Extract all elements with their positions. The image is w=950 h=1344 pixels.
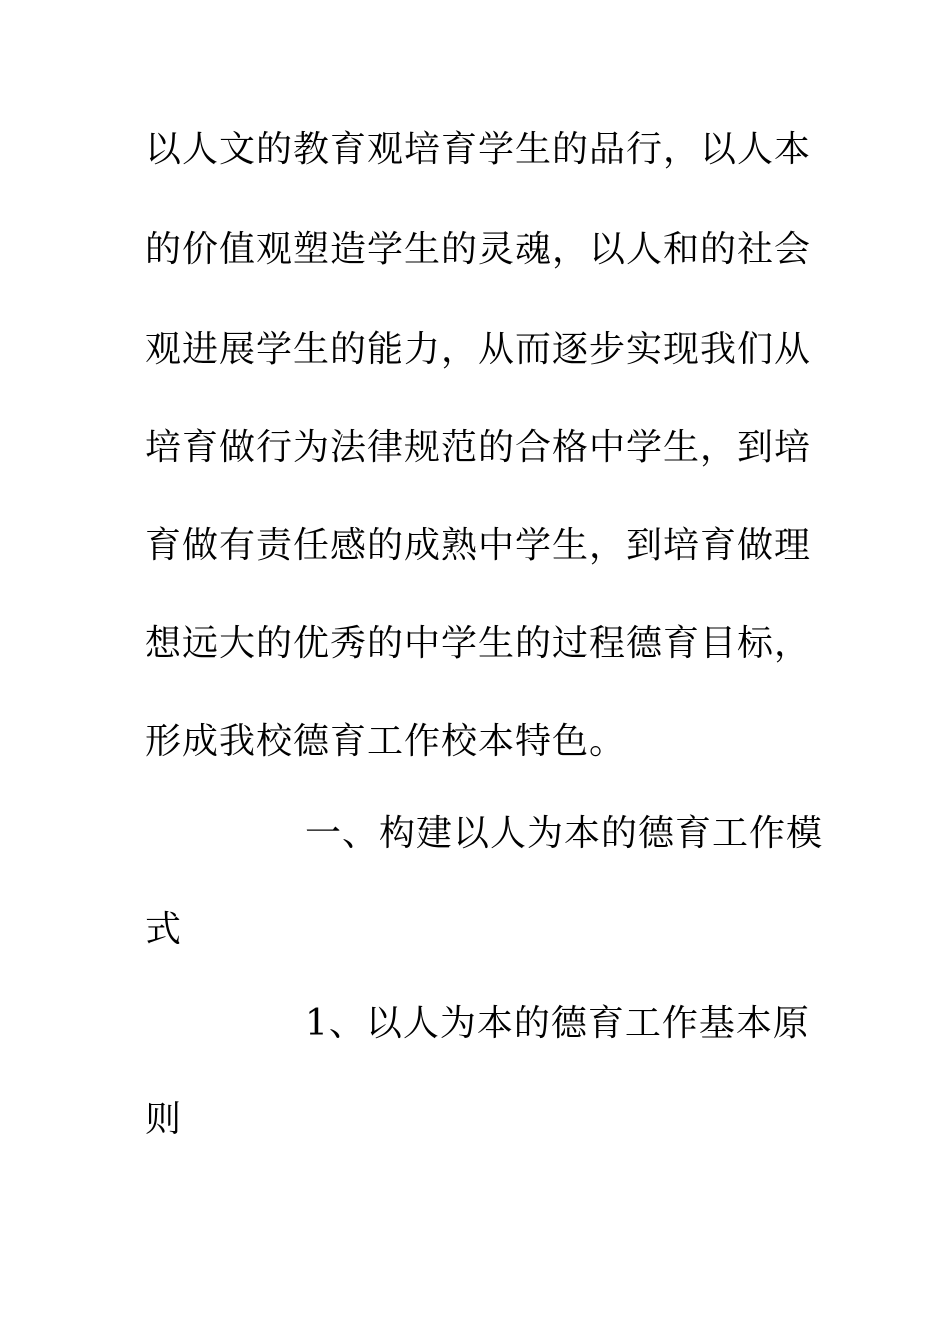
paragraph-line-2: 的价值观塑造学生的灵魂，以人和的社会 (145, 229, 812, 270)
section-heading-line-1: 一、构建以人为本的德育工作模 (305, 813, 824, 854)
paragraph-line-4: 培育做行为法律规范的合格中学生，到培 (145, 427, 812, 468)
paragraph-line-3: 观进展学生的能力，从而逐步实现我们从 (145, 329, 812, 370)
paragraph-line-6: 想远大的优秀的中学生的过程德育目标， (145, 623, 812, 664)
section-heading-line-2: 式 (145, 909, 183, 950)
subsection-heading-line-2: 则 (145, 1099, 183, 1140)
paragraph-line-5: 育做有责任感的成熟中学生，到培育做理 (145, 525, 812, 566)
paragraph-line-1: 以人文的教育观培育学生的品行，以人本 (145, 129, 812, 170)
subsection-heading-line-1: 1、以人为本的德育工作基本原 (305, 1003, 810, 1044)
paragraph-line-7: 形成我校德育工作校本特色。 (145, 721, 627, 762)
